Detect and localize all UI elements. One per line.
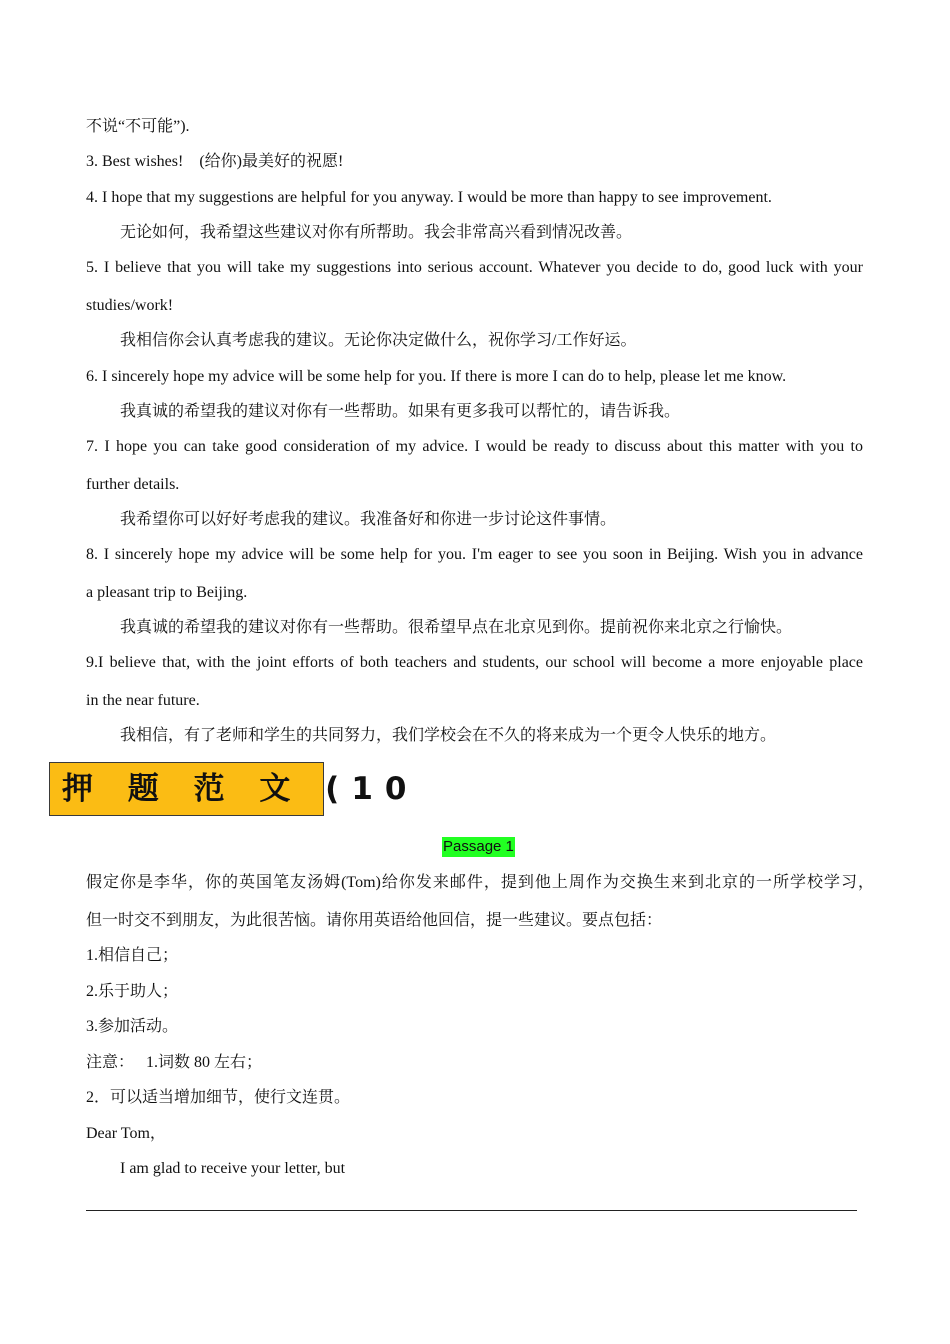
text-line-translation: 我希望你可以好好考虑我的建议。我准备好和你进一步讨论这件事情。 (120, 511, 617, 528)
key-point: 1.相信自己； (86, 947, 179, 964)
text-line: a pleasant trip to Beijing. (86, 584, 248, 601)
text-line: in the near future. (86, 692, 200, 709)
text-line-translation: 我相信你会认真考虑我的建议。无论你决定做什么，祝你学习/工作好运。 (120, 332, 637, 349)
text-line: 9.I believe that, with the joint efforts of both teachers and students, our school will become a more enjoyable place (86, 654, 863, 671)
note-line: 注意： 1.词数 80 左右； (86, 1054, 263, 1071)
text-line: 3. Best wishes! (给你)最美好的祝愿! (86, 153, 344, 170)
key-point: 2.乐于助人； (86, 983, 179, 1000)
text-line: studies/work! (86, 297, 174, 314)
letter-opening: I am glad to receive your letter, but (120, 1160, 346, 1177)
key-point: 3.参加活动。 (86, 1018, 179, 1035)
text-line: 5. I believe that you will take my suggestions into serious account. Whatever you decide to do, good luck with your (86, 259, 863, 276)
text-line: 4. I hope that my suggestions are helpful for you anyway. I would be more than happy to see improvement. (86, 189, 772, 206)
text-line-translation: 我真诚的希望我的建议对你有一些帮助。如果有更多我可以帮忙的，请告诉我。 (120, 403, 681, 420)
text-line: 8. I sincerely hope my advice will be some help for you. I'm eager to see you soon in Beijing. Wish you in advance (86, 546, 863, 563)
section-heading-box (49, 762, 419, 816)
letter-greeting: Dear Tom， (86, 1125, 166, 1142)
text-line: 不说“不可能”). (86, 118, 190, 135)
text-line: 6. I sincerely hope my advice will be some help for you. If there is more I can do to help, please let me know. (86, 368, 787, 385)
text-line: further details. (86, 476, 180, 493)
answer-line (86, 1210, 857, 1211)
section-heading: 押 题 范 文 (10 (62, 771, 419, 807)
text-line-translation: 无论如何，我希望这些建议对你有所帮助。我会非常高兴看到情况改善。 (120, 224, 633, 241)
note-line: 2．可以适当增加细节，使行文连贯。 (86, 1089, 351, 1106)
text-line: 7. I hope you can take good consideration of my advice. I would be ready to discuss about this matter with you to (86, 438, 863, 455)
text-line-translation: 我相信，有了老师和学生的共同努力，我们学校会在不久的将来成为一个更令人快乐的地方。 (120, 727, 777, 744)
passage-title: Passage 1 (443, 838, 514, 855)
prompt-text: 假定你是李华，你的英国笔友汤姆(Tom)给你发来邮件，提到他上周作为交换生来到北京的一所学校学习， (86, 874, 874, 891)
prompt-text: 但一时交不到朋友，为此很苦恼。请你用英语给他回信，提一些建议。要点包括： (86, 912, 663, 929)
text-line-translation: 我真诚的希望我的建议对你有一些帮助。很希望早点在北京见到你。提前祝你来北京之行愉快。 (120, 619, 793, 636)
